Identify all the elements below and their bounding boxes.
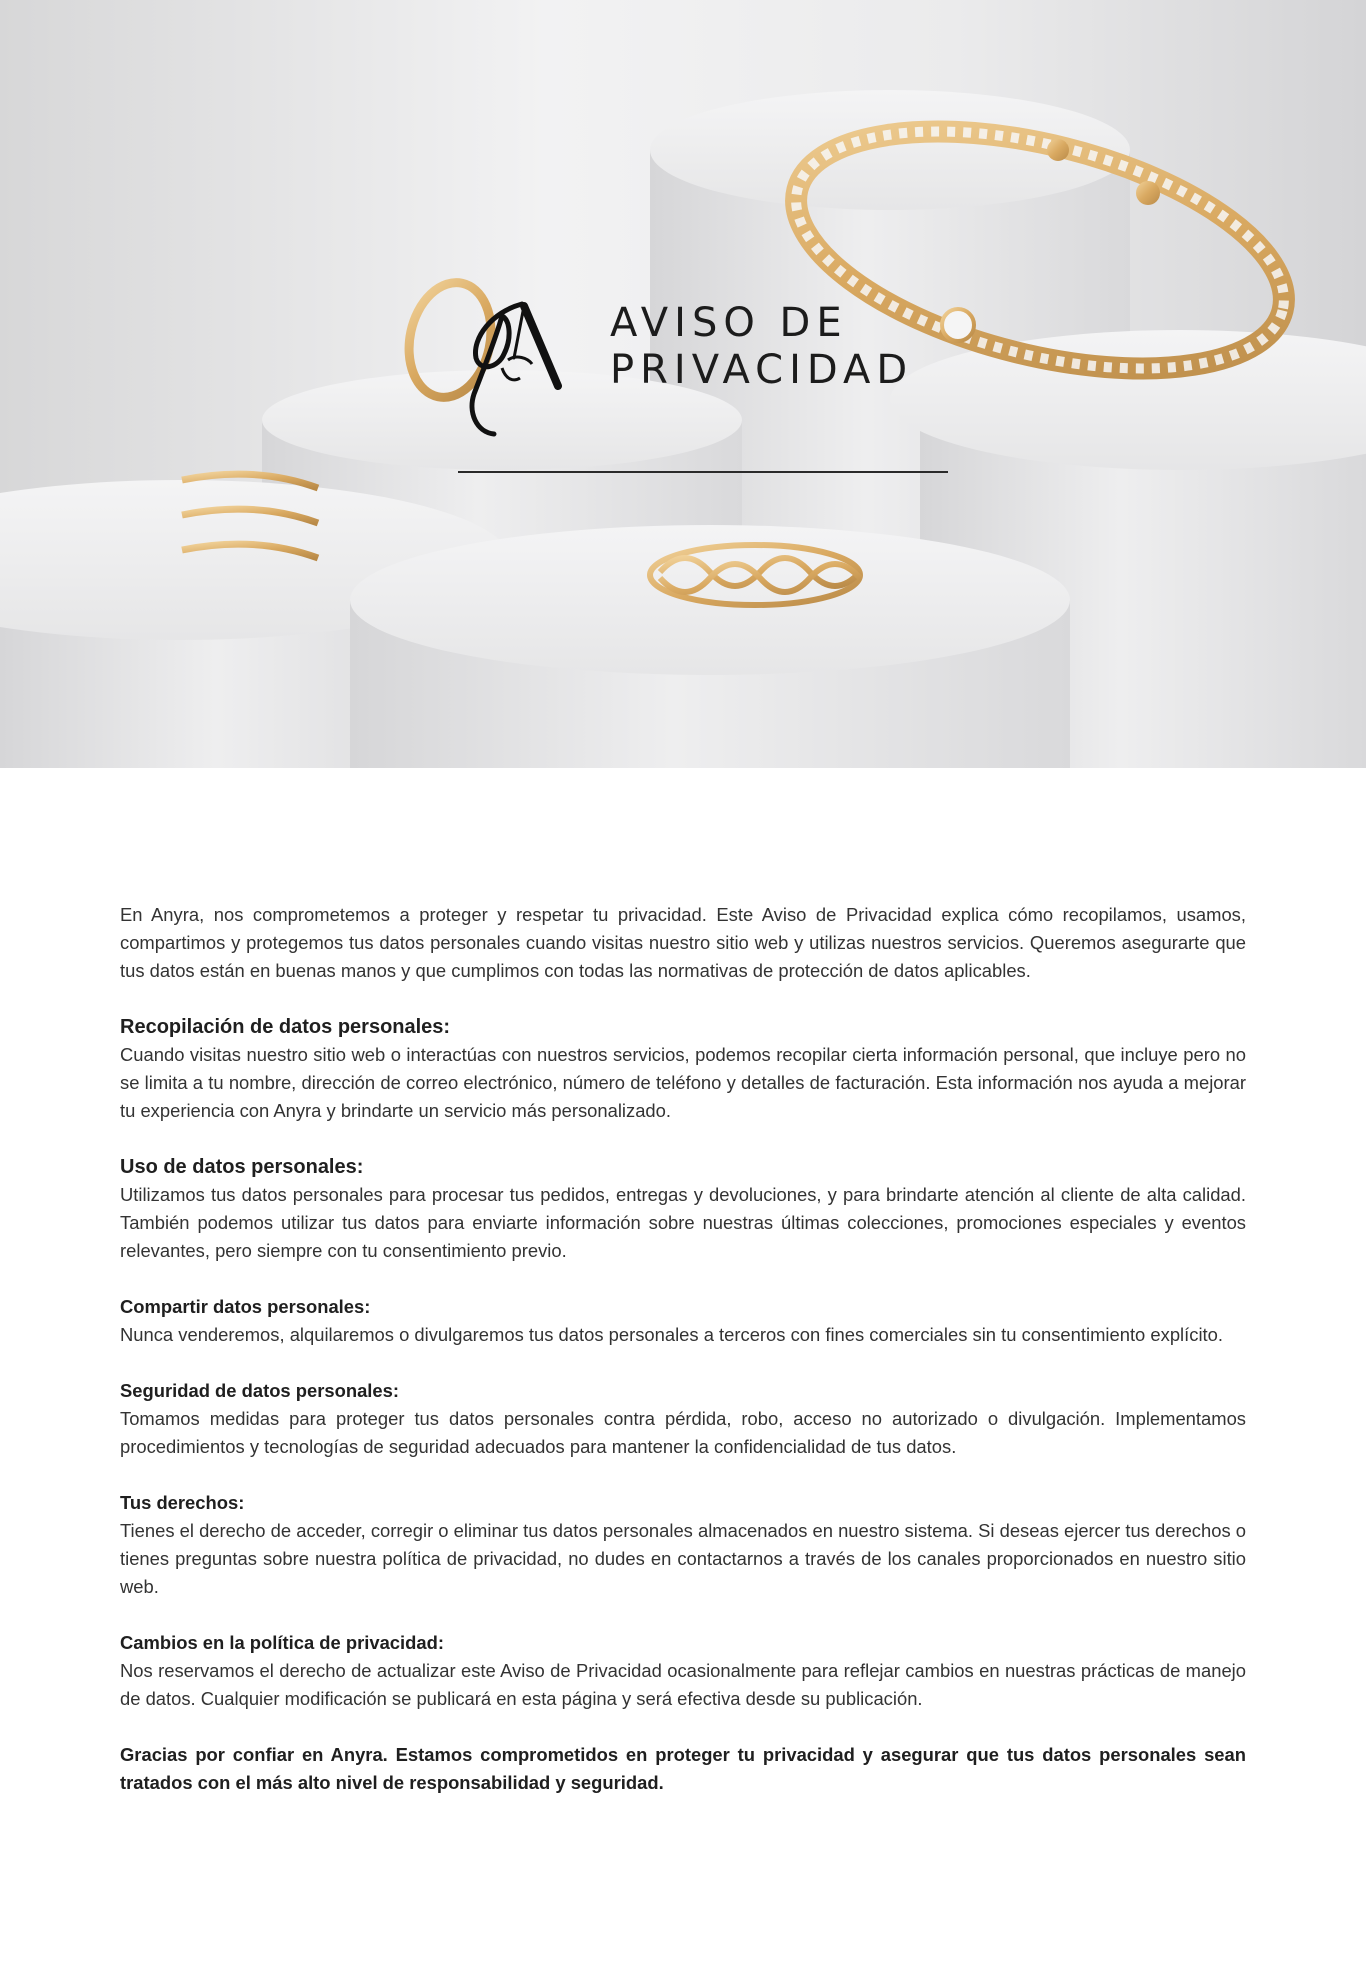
- section-data-usage: [120, 1153, 1246, 1265]
- hero-banner: [0, 0, 1366, 768]
- section-heading: Compartir datos personales:: [120, 1296, 371, 1317]
- closing-statement: Gracias por confiar en Anyra. Estamos comprometidos en proteger tu privacidad y asegurar que tus datos personales sean tratados con el más alto nivel de responsabilidad y seguridad.: [120, 1744, 1246, 1793]
- section-heading: Uso de datos personales:: [120, 1156, 364, 1178]
- section-policy-changes: [120, 1629, 1246, 1713]
- section-body: Cuando visitas nuestro sitio web o interactúas con nuestros servicios, podemos recopilar cierta información personal, que incluye pero no se limita a tu nombre, dirección de correo electrónico, número de teléfono y detalles de facturación. Esta información nos ayuda a mejorar tu experiencia con Anyra y brindarte un servicio más personalizado.: [120, 1044, 1246, 1121]
- title-divider: [458, 471, 948, 473]
- section-body: Tomamos medidas para proteger tus datos personales contra pérdida, robo, acceso no autorizado o divulgación. Implementamos procedimientos y tecnologías de seguridad adecuados para mantener la confidencialidad de tus datos.: [120, 1408, 1246, 1457]
- section-body: Tienes el derecho de acceder, corregir o eliminar tus datos personales almacenados en nuestro sistema. Si deseas ejercer tus derechos o tienes preguntas sobre nuestra política de privacidad, no dudes en contactarnos a través de los canales proporcionados en nuestro sitio web.: [120, 1520, 1246, 1597]
- page-title: [610, 300, 913, 394]
- section-heading: Seguridad de datos personales:: [120, 1380, 399, 1401]
- section-heading: Recopilación de datos personales:: [120, 1016, 451, 1038]
- section-heading: Tus derechos:: [120, 1492, 245, 1513]
- intro-paragraph: En Anyra, nos comprometemos a proteger y respetar tu privacidad. Este Aviso de Privacidad explica cómo recopilamos, usamos, compartimos y protegemos tus datos personales cuando visitas nuestro sitio web y utilizas nuestros servicios. Queremos asegurarte que tus datos están en buenas manos y que cumplimos con todas las normativas de protección de datos aplicables.: [120, 904, 1246, 981]
- section-body: Utilizamos tus datos personales para procesar tus pedidos, entregas y devoluciones, y para brindarte atención al cliente de alta calidad. También podemos utilizar tus datos para enviarte información sobre nuestras últimas colecciones, promociones especiales y eventos relevantes, pero siempre con tu consentimiento previo.: [120, 1184, 1246, 1261]
- section-data-sharing: [120, 1293, 1246, 1349]
- section-body: Nos reservamos el derecho de actualizar este Aviso de Privacidad ocasionalmente para reflejar cambios en nuestras prácticas de manejo de datos. Cualquier modificación se publicará en esta página y será efectiva desde su publicación.: [120, 1660, 1246, 1709]
- privacy-policy-body: [120, 901, 1246, 1797]
- section-user-rights: [120, 1489, 1246, 1601]
- page-title-line-1: AVISO DE: [610, 300, 848, 346]
- anyra-monogram-logo: [462, 298, 572, 438]
- section-data-collection: [120, 1013, 1246, 1125]
- section-data-security: [120, 1377, 1246, 1461]
- section-body: Nunca venderemos, alquilaremos o divulgaremos tus datos personales a terceros con fines comerciales sin tu consentimiento explícito.: [120, 1324, 1223, 1345]
- page-title-line-2: PRIVACIDAD: [610, 347, 914, 393]
- section-heading: Cambios en la política de privacidad:: [120, 1632, 444, 1653]
